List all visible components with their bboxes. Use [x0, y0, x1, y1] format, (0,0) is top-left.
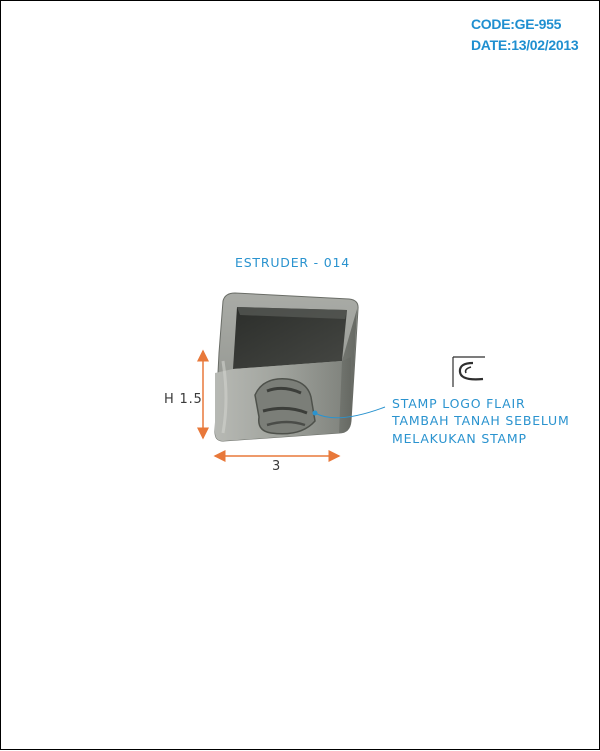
technical-drawing [1, 1, 600, 751]
drawing-date: DATE:13/02/2013 [471, 37, 579, 53]
extruder-title: ESTRUDER - 014 [235, 255, 351, 270]
product-code: CODE:GE-955 [471, 16, 562, 32]
note-line-2: TAMBAH TANAH SEBELUM [392, 413, 570, 428]
height-label: H 1.5 [164, 392, 203, 407]
note-line-1: STAMP LOGO FLAIR [392, 396, 526, 411]
flair-logo-stamp [255, 379, 315, 434]
width-label: 3 [272, 459, 282, 474]
leader-dot [313, 411, 318, 416]
note-line-3: MELAKUKAN STAMP [392, 431, 527, 446]
flair-logo-icon [453, 357, 485, 387]
ceramic-dish-illustration [215, 293, 358, 441]
